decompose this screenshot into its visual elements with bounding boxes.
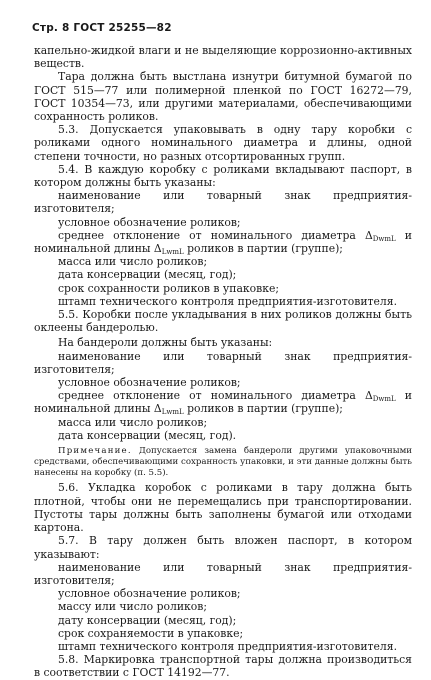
sub-d: D	[372, 395, 379, 404]
sub-l2: wmL	[166, 408, 184, 417]
deviation-text-a: среднее отклонение от номинального диаметра Δ	[58, 228, 373, 242]
sub-d2: wmL	[378, 234, 396, 243]
list-item: срок сохранности роликов в упаковке;	[58, 281, 279, 295]
paragraph: На бандероли должны быть указаны:	[58, 336, 273, 350]
clause-5-6: 5.6. Укладка коробок с роликами в тару должна быть плотной, чтобы они не перемещались при транспортировании. Пустоты тары должны быть заполнены бумагой или отходами картона.	[34, 481, 412, 535]
sub-l2: wmL	[166, 248, 184, 257]
list-item: дату консервации (месяц, год);	[58, 613, 237, 627]
clause-5-7: 5.7. В тару должен быть вложен паспорт, в котором указывают:	[34, 534, 412, 561]
list-item: штамп технического контроля предприятия-изготовителя.	[58, 639, 398, 653]
note-label: Примечание.	[58, 446, 132, 457]
sub-d2: wmL	[378, 395, 396, 404]
note-text: Допускается замена бандероли другими упаковочными средствами, обеспечивающими сохранность упаковки, и эти данные должны быть нанесены на коробку (п. 5.5).	[34, 446, 412, 478]
page-header: Стр. 8 ГОСТ 25255—82	[32, 22, 172, 34]
deviation-text-c: роликов в партии (группе);	[187, 242, 343, 256]
list-item: срок сохраняемости в упаковке;	[58, 626, 244, 640]
list-item: массу или число роликов;	[58, 600, 208, 614]
clause-5-8: 5.8. Маркировка транспортной тары должна производиться в соответствии с ГОСТ 14192—77.	[34, 653, 412, 680]
clause-5-4: 5.4. В каждую коробку с роликами вкладывают паспорт, в котором должны быть указаны:	[34, 162, 412, 190]
list-item: дата консервации (месяц, год);	[58, 268, 237, 282]
sub-l: L	[161, 408, 167, 417]
sub-d: D	[372, 234, 379, 243]
paragraph: капельно-жидкой влаги и не выделяющие коррозионно-активных веществ.	[34, 44, 412, 71]
list-item: наименование или товарный знак предприятия-изготовителя;	[34, 560, 412, 587]
list-item: масса или число роликов;	[58, 255, 208, 269]
list-item: масса или число роликов;	[58, 415, 208, 429]
document-body	[34, 44, 412, 680]
clause-5-5: 5.5. Коробки после укладывания в них роликов должны быть оклеены бандеролью.	[34, 308, 412, 335]
clause-5-3: 5.3. Допускается упаковывать в одну тару коробки с роликами одного номинального диаметра и длины, одной степени точности, но разных отсортированных групп.	[34, 123, 412, 163]
subscript-d	[373, 235, 396, 243]
subscript-d	[373, 395, 396, 403]
list-item: наименование или товарный знак предприятия-изготовителя;	[34, 189, 412, 216]
deviation-text-b: и номинальной длины Δ	[34, 389, 412, 416]
list-item-deviation	[34, 389, 412, 415]
list-item: штамп технического контроля предприятия-изготовителя.	[58, 294, 398, 308]
list-item: условное обозначение роликов;	[58, 215, 241, 229]
note	[34, 446, 412, 478]
deviation-text-a: среднее отклонение от номинального диаметра Δ	[58, 389, 373, 403]
list-item: наименование или товарный знак предприятия-изготовителя;	[34, 349, 412, 376]
deviation-text-b: и номинальной длины Δ	[34, 228, 412, 256]
deviation-text-c: роликов в партии (группе);	[187, 402, 343, 416]
paragraph: Тара должна быть выстлана изнутри битумной бумагой по ГОСТ 515—77 или полимерной пленкой по ГОСТ 16272—79, ГОСТ 10354—73, или другими материалами, обеспечивающими сохранность роликов.	[34, 70, 412, 124]
list-item: дата консервации (месяц, год).	[58, 428, 237, 442]
list-item-deviation	[34, 229, 412, 255]
sub-l: L	[161, 248, 167, 257]
list-item: условное обозначение роликов;	[58, 376, 241, 390]
list-item: условное обозначение роликов;	[58, 587, 241, 601]
